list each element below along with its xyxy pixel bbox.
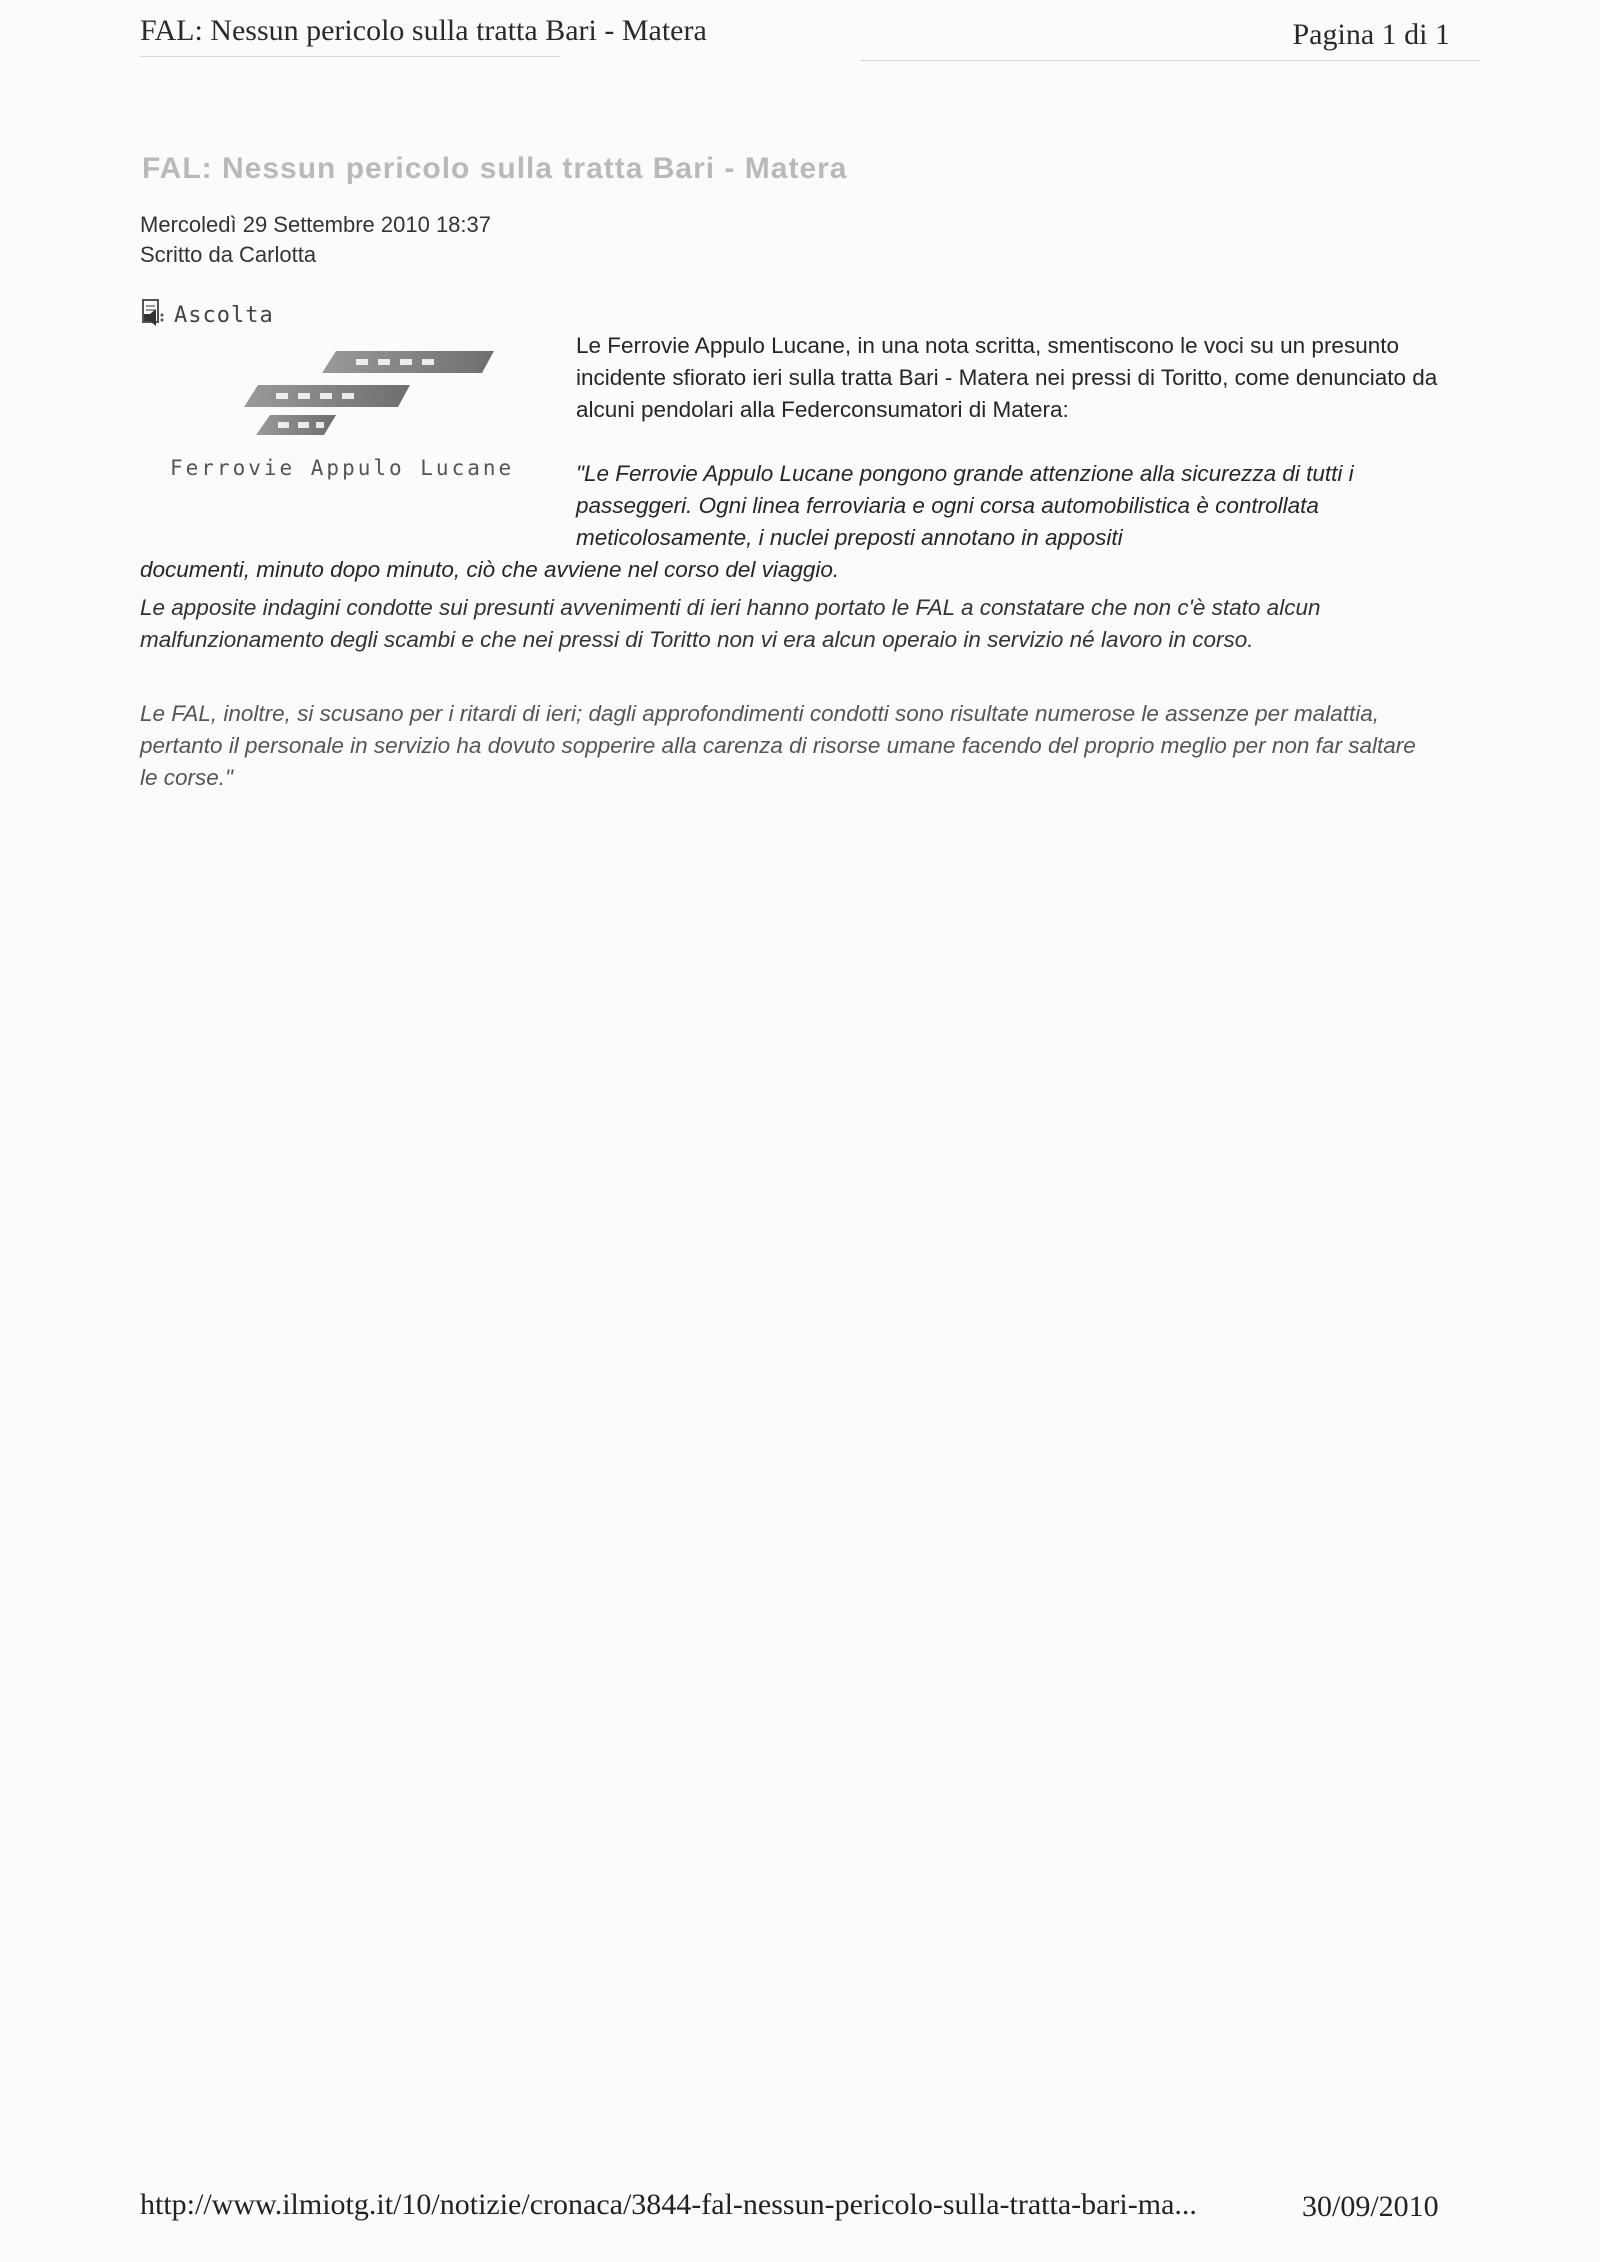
header-rule	[860, 60, 1480, 61]
article-date: Mercoledì 29 Settembre 2010 18:37	[140, 212, 492, 237]
article-quote: "Le Ferrovie Appulo Lucane pongono grande attenzione alla sicurezza di tutti i passeggeri. Ogni linea ferroviaria e ogni corsa automobilistica è controllata meticolosamente, i nuclei preposti annotano in appositi	[576, 461, 1354, 550]
article-quote: documenti, minuto dopo minuto, ciò che avviene nel corso del viaggio.	[140, 557, 840, 582]
listen-button[interactable]	[140, 298, 274, 333]
article-paragraph: Le FAL, inoltre, si scusano per i ritardi di ieri; dagli approfondimenti condotti sono risultate numerose le assenze per malattia, pertanto il personale in servizio ha dovuto sopperire alla carenza di risorse umane facendo del proprio meglio per non far saltare le corse."	[140, 701, 1416, 790]
article-paragraph: Le apposite indagini condotte sui presunti avvenimenti di ieri hanno portato le FAL a constatare che non c'è stato alcun malfunzionamento degli scambi e che nei pressi di Toritto non vi era alcun operaio in servizio né lavoro in corso.	[140, 595, 1321, 652]
article-author: Scritto da Carlotta	[140, 242, 317, 267]
listen-label: Ascolta	[174, 303, 274, 328]
speaker-icon	[140, 298, 168, 333]
print-footer-url[interactable]: http://www.ilmiotg.it/10/notizie/cronaca/3844-fal-nessun-pericolo-sulla-tratta-bari-ma...	[140, 2188, 1197, 2221]
header-rule	[140, 56, 560, 57]
article-paragraph: Le Ferrovie Appulo Lucane, in una nota scritta, smentiscono le voci su un presunto incidente sfiorato ieri sulla tratta Bari - Matera nei pressi di Toritto, come denunciato da alcuni pendolari alla Federconsumatori di Matera:	[576, 333, 1438, 422]
logo-caption: Ferrovie Appulo Lucane	[170, 456, 515, 480]
article-title[interactable]: FAL: Nessun pericolo sulla tratta Bari - Matera	[142, 152, 848, 185]
print-header-title: FAL: Nessun pericolo sulla tratta Bari - Matera	[140, 14, 707, 47]
print-page-number: Pagina 1 di 1	[1292, 18, 1450, 51]
print-footer-date: 30/09/2010	[1302, 2190, 1439, 2223]
